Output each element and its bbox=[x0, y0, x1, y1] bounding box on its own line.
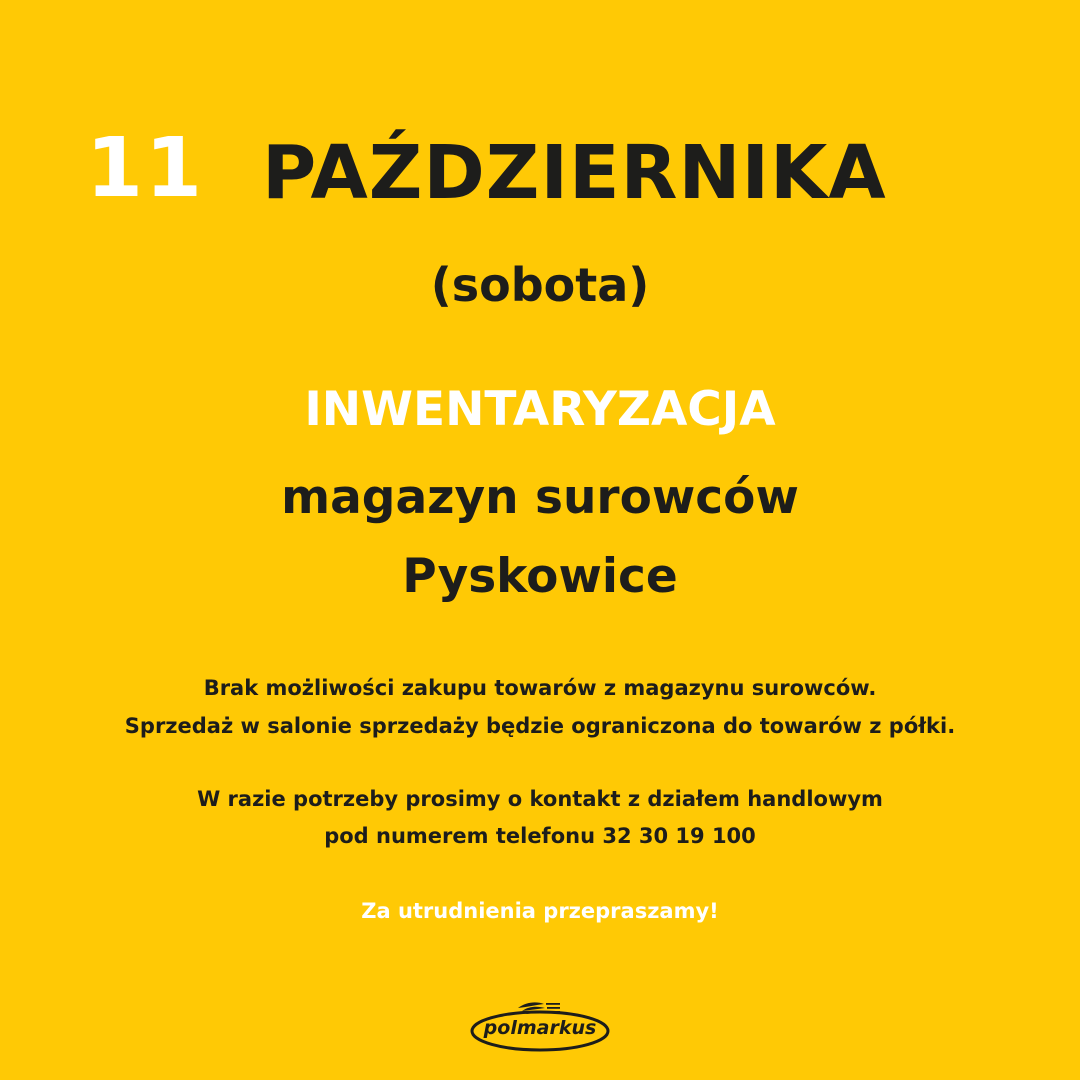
subheadline-location: magazyn surowców bbox=[281, 470, 799, 525]
date-weekday: (sobota) bbox=[430, 258, 650, 312]
headline: INWENTARYZACJA bbox=[304, 382, 776, 437]
body-text-line: Sprzedaż w salonie sprzedaży będzie ograniczona do towarów z półki. bbox=[124, 714, 956, 738]
body-text-line: Brak możliwości zakupu towarów z magazynu surowców. bbox=[203, 676, 877, 700]
polmarkus-logo bbox=[466, 996, 614, 1056]
logo-text: polmarkus bbox=[483, 1017, 597, 1039]
date-month: PAŹDZIERNIKA bbox=[262, 130, 887, 216]
date-day: 11 bbox=[86, 121, 205, 216]
contact-phone-line: pod numerem telefonu 32 30 19 100 bbox=[324, 824, 756, 848]
apology-text: Za utrudnienia przepraszamy! bbox=[361, 899, 719, 923]
subheadline-city: Pyskowice bbox=[402, 549, 678, 604]
body-text-line: W razie potrzeby prosimy o kontakt z działem handlowym bbox=[197, 787, 883, 811]
